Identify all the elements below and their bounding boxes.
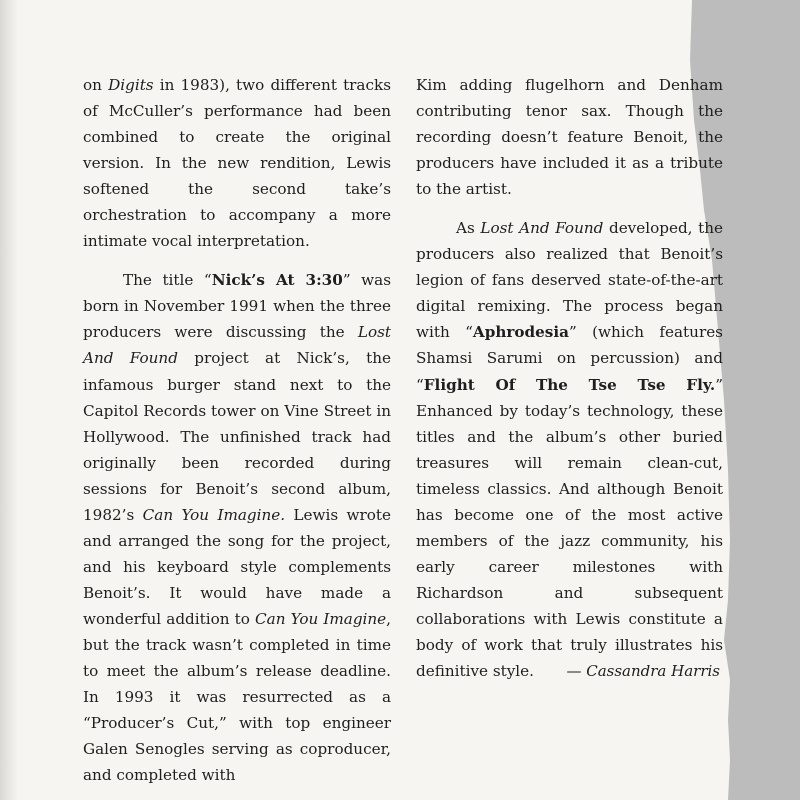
- right-column: [416, 72, 723, 684]
- album-title-can-you-imagine-2: Can You Imagine: [255, 609, 387, 628]
- track-title-aphrodesia: Aphrodesia: [472, 323, 569, 342]
- right-paragraph-1: Kim adding flugelhorn and Denham contributing tenor sax. Though the recording doesn’t feature Benoit, the producers have included it as a tribute to the artist.: [416, 76, 723, 199]
- left-paragraph-2: The title “Nick’s At 3:30” was born in November 1991 when the three producers were discussing the Lost And Found project at Nick’s, the infamous burger stand next to the Capitol Records tower on Vine Street in Hollywood. The unfinished track had originally been recorded during sessions for Benoit’s second album, 1982’s Can You Imagine. Lewis wrote and arranged the song for the project, and his keyboard style complements Benoit’s. It would have made a wonderful addition to Can You Imagine, but the track wasn’t completed in time to meet the album’s release deadline. In 1993 it was resurrected as a “Producer’s Cut,” with top engineer Galen Senogles serving as coproducer, and completed with: [83, 271, 392, 785]
- left-column: [83, 72, 391, 788]
- album-title-lost-and-found: Lost And Found: [83, 323, 391, 368]
- right-paragraph-2: As Lost And Found developed, the producers also realized that Benoit’s legion of fans deserved state-of-the-art digital remixing. The process began with “Aphrodesia” (which features Shamsi Sarumi on percussion) and “Flight Of The Tse Tse Fly.” Enhanced by today’s technology, these titles and the album’s other buried treasures will remain clean-cut, timeless classics. And although Benoit has become one of the most active members of the jazz community, his early career milestones with Richardson and subsequent collaborations with Lewis constitute a body of work that truly illustrates his definitive style.: [416, 219, 724, 681]
- track-title-nicks: Nick’s At 3:30: [211, 271, 343, 290]
- album-title-digits: Digits: [108, 76, 154, 94]
- album-title-lost-and-found-2: Lost And Found: [480, 219, 604, 238]
- author-signature: — Cassandra Harris: [566, 662, 720, 680]
- album-title-can-you-imagine: Can You Imagine.: [142, 505, 286, 524]
- track-title-flight: Flight Of The Tse Tse Fly.: [423, 375, 716, 394]
- left-paragraph-1: on Digits in 1983), two different tracks of McCuller’s performance had been combined to create the original version. In the new rendition, Lewis softened the second take’s orchestration to accompany a more intimate vocal interpretation.: [83, 76, 391, 251]
